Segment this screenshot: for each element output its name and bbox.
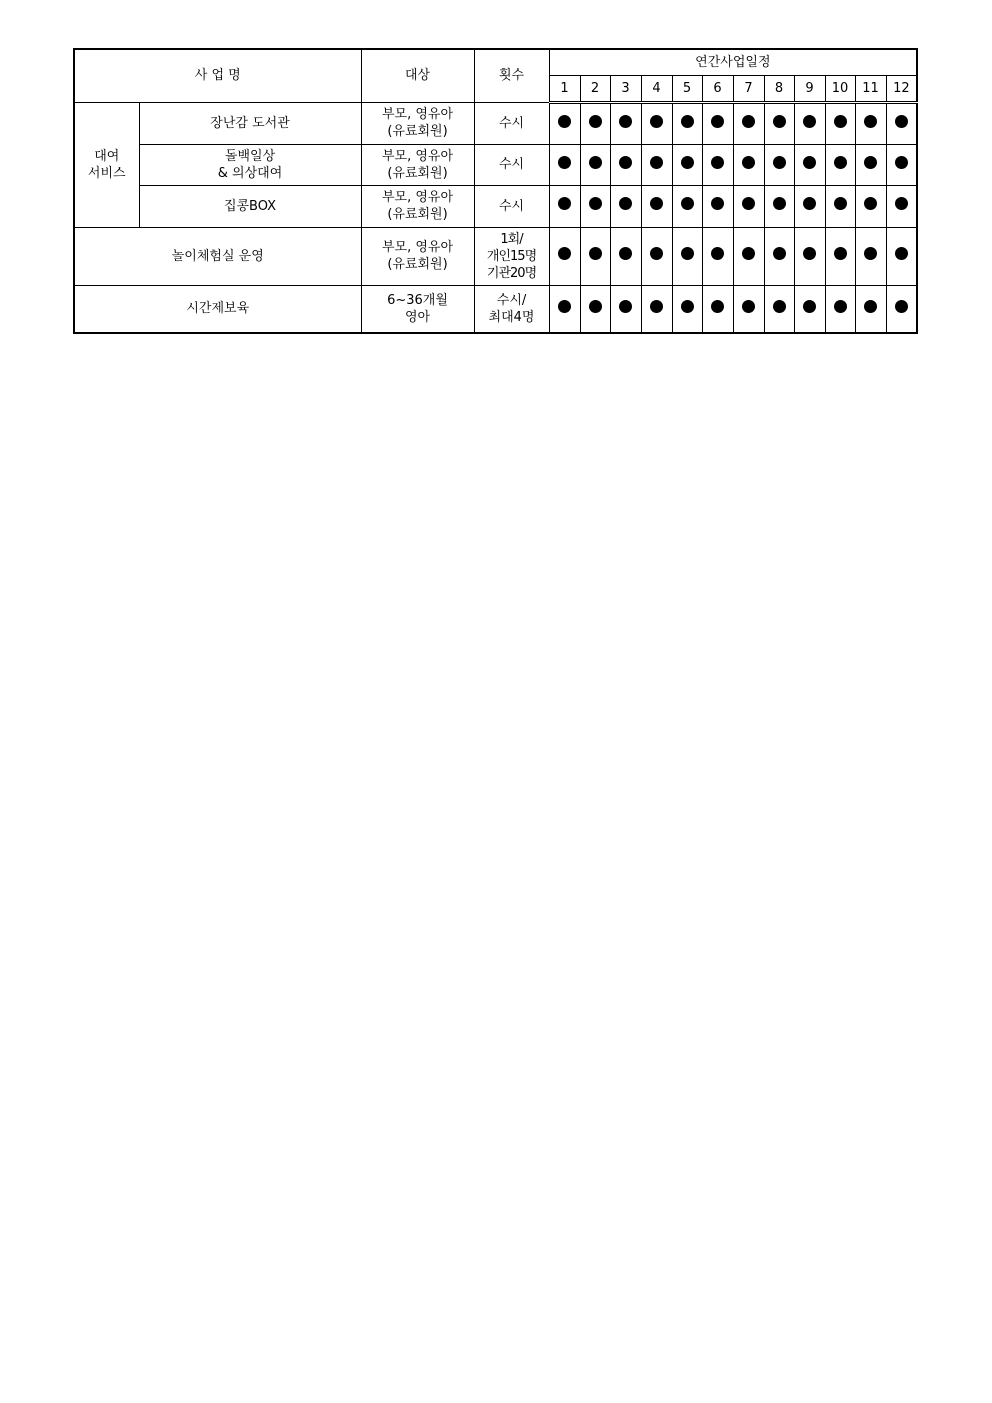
schedule-dot-icon [589, 247, 602, 260]
month-header: 10 [825, 75, 855, 102]
schedule-dot-icon [864, 197, 877, 210]
month-header: 8 [764, 75, 794, 102]
schedule-dot-icon [895, 247, 908, 260]
month-cell-11 [855, 185, 886, 227]
month-cell-5 [672, 285, 702, 333]
schedule-dot-icon [864, 300, 877, 313]
business-name [139, 185, 361, 227]
schedule-dot-icon [711, 300, 724, 313]
month-cell-2 [580, 102, 610, 144]
text-line: 개인15명 [486, 248, 537, 264]
table-row [74, 185, 917, 227]
schedule-dot-icon [619, 247, 632, 260]
count-cell [474, 102, 549, 144]
month-cell-6 [702, 285, 733, 333]
schedule-dot-icon [773, 300, 786, 313]
schedule-dot-icon [834, 197, 847, 210]
schedule-dot-icon [681, 197, 694, 210]
month-cell-1 [549, 102, 580, 144]
month-cell-10 [825, 227, 855, 285]
month-cell-4 [641, 285, 672, 333]
text-line: 최대4명 [488, 309, 535, 325]
schedule-dot-icon [834, 115, 847, 128]
schedule-dot-icon [895, 115, 908, 128]
month-cell-12 [886, 285, 917, 333]
month-cell-12 [886, 144, 917, 185]
schedule-dot-icon [834, 156, 847, 169]
text-line: 돌백일상 [224, 148, 276, 164]
month-header: 1 [549, 75, 580, 102]
schedule-dot-icon [619, 300, 632, 313]
month-cell-9 [794, 227, 825, 285]
month-cell-11 [855, 102, 886, 144]
count-cell [474, 227, 549, 285]
month-cell-12 [886, 227, 917, 285]
month-cell-1 [549, 227, 580, 285]
target-cell [361, 227, 474, 285]
month-cell-10 [825, 144, 855, 185]
schedule-dot-icon [650, 247, 663, 260]
month-cell-12 [886, 185, 917, 227]
business-name-header: 사 업 명 [74, 49, 361, 102]
month-cell-7 [733, 144, 764, 185]
count-cell [474, 285, 549, 333]
schedule-dot-icon [711, 156, 724, 169]
schedule-dot-icon [773, 156, 786, 169]
schedule-dot-icon [742, 197, 755, 210]
month-cell-9 [794, 185, 825, 227]
month-cell-6 [702, 185, 733, 227]
schedule-dot-icon [742, 247, 755, 260]
month-cell-9 [794, 144, 825, 185]
schedule-dot-icon [558, 156, 571, 169]
month-cell-5 [672, 227, 702, 285]
schedule-dot-icon [711, 197, 724, 210]
text-line: 놀이체험실 운영 [171, 248, 264, 264]
month-cell-8 [764, 227, 794, 285]
month-header: 3 [610, 75, 641, 102]
text-line: 집콩BOX [223, 198, 277, 214]
month-cell-10 [825, 185, 855, 227]
month-header: 2 [580, 75, 610, 102]
schedule-dot-icon [895, 197, 908, 210]
schedule-dot-icon [650, 197, 663, 210]
month-header: 9 [794, 75, 825, 102]
schedule-dot-icon [803, 197, 816, 210]
target-cell [361, 102, 474, 144]
schedule-dot-icon [803, 247, 816, 260]
schedule-dot-icon [895, 300, 908, 313]
schedule-dot-icon [895, 156, 908, 169]
target-cell [361, 144, 474, 185]
month-cell-12 [886, 102, 917, 144]
business-name [139, 144, 361, 185]
annual-schedule-header: 연간사업일정 [549, 49, 917, 75]
month-cell-5 [672, 144, 702, 185]
month-cell-6 [702, 227, 733, 285]
schedule-dot-icon [558, 115, 571, 128]
month-header: 4 [641, 75, 672, 102]
month-cell-9 [794, 102, 825, 144]
text-line: & 의상대여 [217, 165, 283, 181]
schedule-dot-icon [589, 115, 602, 128]
month-header: 11 [855, 75, 886, 102]
month-header: 6 [702, 75, 733, 102]
text-line: 장난감 도서관 [210, 115, 290, 131]
business-name [74, 227, 361, 285]
text-line: 부모, 영유아 [381, 107, 454, 122]
month-cell-10 [825, 102, 855, 144]
text-line: 수시 [498, 157, 525, 172]
month-cell-10 [825, 285, 855, 333]
table-row [74, 285, 917, 333]
schedule-dot-icon [711, 247, 724, 260]
schedule-dot-icon [773, 197, 786, 210]
annual-schedule-table [73, 48, 918, 334]
text-line: 1회/ [500, 231, 523, 247]
schedule-dot-icon [681, 156, 694, 169]
schedule-dot-icon [619, 156, 632, 169]
month-cell-3 [610, 285, 641, 333]
month-cell-1 [549, 185, 580, 227]
text-line: (유료회원) [387, 124, 448, 139]
schedule-dot-icon [742, 300, 755, 313]
text-line: (유료회원) [387, 165, 448, 181]
text-line: 영아 [404, 309, 431, 325]
schedule-dot-icon [681, 115, 694, 128]
count-header: 횟수 [474, 49, 549, 102]
text-line: 서비스 [87, 165, 126, 181]
schedule-dot-icon [558, 300, 571, 313]
target-cell [361, 185, 474, 227]
month-cell-8 [764, 102, 794, 144]
month-cell-7 [733, 285, 764, 333]
schedule-dot-icon [803, 156, 816, 169]
count-cell [474, 185, 549, 227]
schedule-dot-icon [834, 300, 847, 313]
business-name [139, 102, 361, 144]
month-cell-1 [549, 144, 580, 185]
month-cell-7 [733, 185, 764, 227]
schedule-dot-icon [650, 115, 663, 128]
month-cell-8 [764, 285, 794, 333]
group-label [74, 102, 139, 227]
schedule-dot-icon [589, 300, 602, 313]
schedule-dot-icon [742, 115, 755, 128]
count-cell [474, 144, 549, 185]
schedule-dot-icon [619, 115, 632, 128]
text-line: 부모, 영유아 [381, 240, 454, 255]
text-line: 부모, 영유아 [381, 148, 454, 164]
schedule-dot-icon [681, 247, 694, 260]
schedule-dot-icon [558, 197, 571, 210]
month-cell-8 [764, 144, 794, 185]
text-line: 시간제보육 [186, 301, 250, 317]
month-cell-6 [702, 144, 733, 185]
text-line: (유료회원) [387, 257, 448, 272]
month-cell-2 [580, 285, 610, 333]
month-cell-7 [733, 227, 764, 285]
month-cell-2 [580, 144, 610, 185]
schedule-dot-icon [589, 156, 602, 169]
schedule-dot-icon [773, 115, 786, 128]
month-cell-8 [764, 185, 794, 227]
schedule-dot-icon [558, 247, 571, 260]
month-cell-5 [672, 102, 702, 144]
month-header: 5 [672, 75, 702, 102]
month-cell-11 [855, 144, 886, 185]
schedule-dot-icon [742, 156, 755, 169]
month-header: 7 [733, 75, 764, 102]
schedule-dot-icon [589, 197, 602, 210]
month-cell-4 [641, 102, 672, 144]
schedule-dot-icon [803, 115, 816, 128]
schedule-dot-icon [773, 247, 786, 260]
schedule-dot-icon [619, 197, 632, 210]
month-cell-3 [610, 185, 641, 227]
text-line: 기관20명 [486, 265, 537, 281]
schedule-dot-icon [834, 247, 847, 260]
schedule-dot-icon [864, 247, 877, 260]
month-cell-7 [733, 102, 764, 144]
schedule-dot-icon [681, 300, 694, 313]
schedule-dot-icon [864, 115, 877, 128]
month-cell-6 [702, 102, 733, 144]
text-line: 대여 [94, 148, 120, 164]
month-cell-3 [610, 144, 641, 185]
month-cell-4 [641, 144, 672, 185]
text-line: 6~36개월 [387, 292, 448, 308]
schedule-dot-icon [864, 156, 877, 169]
schedule-dot-icon [650, 300, 663, 313]
business-name [74, 285, 361, 333]
month-cell-11 [855, 285, 886, 333]
month-cell-4 [641, 227, 672, 285]
table-row [74, 144, 917, 185]
table-row [74, 227, 917, 285]
text-line: 수시 [498, 115, 525, 131]
table-row [74, 102, 917, 144]
month-cell-3 [610, 102, 641, 144]
schedule-dot-icon [650, 156, 663, 169]
schedule-dot-icon [711, 115, 724, 128]
month-cell-5 [672, 185, 702, 227]
month-cell-1 [549, 285, 580, 333]
month-header: 12 [886, 75, 917, 102]
month-cell-9 [794, 285, 825, 333]
text-line: 수시 [498, 198, 525, 214]
text-line: 부모, 영유아 [381, 190, 454, 205]
target-cell [361, 285, 474, 333]
text-line: (유료회원) [387, 207, 448, 222]
target-header: 대상 [361, 49, 474, 102]
text-line: 수시/ [496, 292, 527, 308]
schedule-dot-icon [803, 300, 816, 313]
month-cell-2 [580, 227, 610, 285]
month-cell-2 [580, 185, 610, 227]
month-cell-3 [610, 227, 641, 285]
month-cell-11 [855, 227, 886, 285]
month-cell-4 [641, 185, 672, 227]
